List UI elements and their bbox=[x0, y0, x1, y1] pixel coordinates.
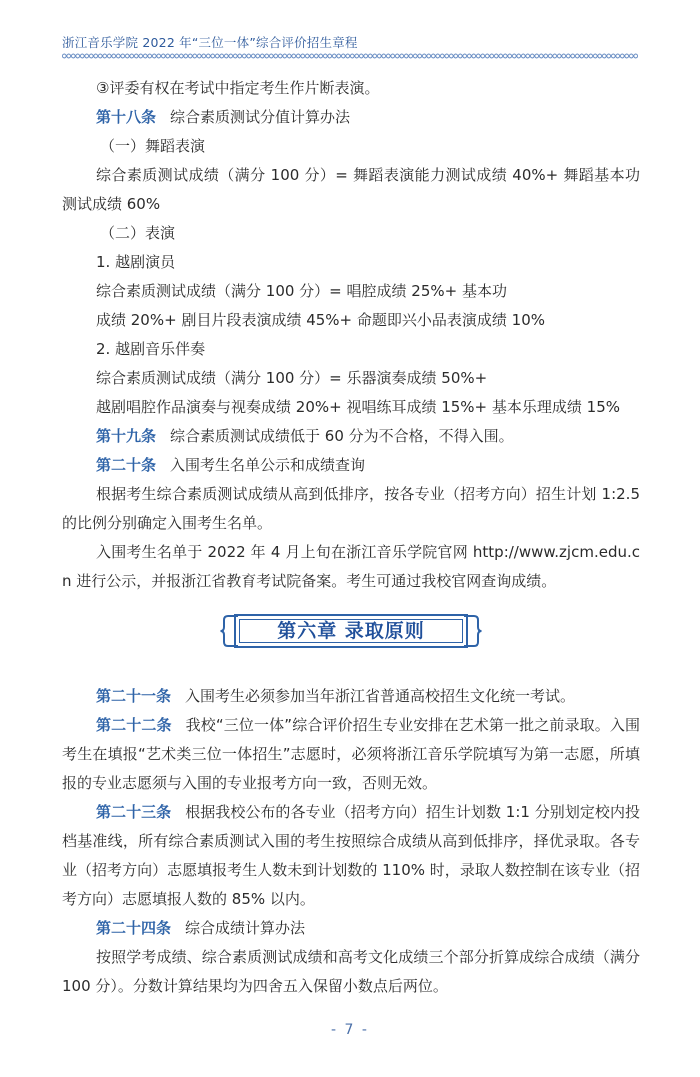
yueju-music-heading: 2. 越剧音乐伴奏 bbox=[96, 340, 206, 358]
actor-formula-line-1: 综合素质测试成绩（满分 100 分）= 唱腔成绩 25%+ 基本功 bbox=[96, 282, 507, 300]
header-decorative-rule bbox=[62, 52, 638, 60]
article-19 bbox=[62, 422, 640, 451]
article-title: 综合素质测试分值计算办法 bbox=[170, 108, 351, 126]
article-24 bbox=[62, 914, 640, 943]
page-number: - 7 - bbox=[331, 1022, 369, 1038]
music-formula-line-1: 综合素质测试成绩（满分 100 分）= 乐器演奏成绩 50%+ bbox=[96, 369, 488, 387]
running-header: 浙江音乐学院 2022 年“三位一体”综合评价招生章程 bbox=[62, 35, 358, 50]
article-text: 综合素质测试成绩低于 60 分为不合格，不得入围。 bbox=[170, 427, 514, 445]
article-number: 第十八条 bbox=[96, 108, 157, 126]
article-24-paragraph-1: 按照学考成绩、综合素质测试成绩和高考文化成绩三个部分折算成综合成绩（满分 100 分）。分数计算结果均为四舍五入保留小数点后两位。 bbox=[62, 948, 640, 995]
right-bracket-ornament-icon bbox=[462, 614, 482, 648]
article-number: 第十九条 bbox=[96, 427, 157, 445]
chapter-title: 第六章 录取原则 bbox=[277, 619, 425, 642]
article-20 bbox=[62, 451, 640, 480]
article-title: 综合成绩计算办法 bbox=[185, 919, 306, 937]
yueju-actor-heading: 1. 越剧演员 bbox=[96, 253, 176, 271]
dance-formula: 综合素质测试成绩（满分 100 分）= 舞蹈表演能力测试成绩 40%+ 舞蹈基本功测试成绩 60% bbox=[62, 166, 640, 213]
music-formula-line-2: 越剧唱腔作品演奏与视奏成绩 20%+ 视唱练耳成绩 15%+ 基本乐理成绩 15% bbox=[96, 398, 620, 416]
paragraph-evaluator-note: ③评委有权在考试中指定考生作片断表演。 bbox=[96, 79, 380, 97]
dance-heading: （一）舞蹈表演 bbox=[100, 137, 206, 155]
article-23 bbox=[62, 798, 640, 914]
perform-heading: （二）表演 bbox=[100, 224, 176, 242]
article-20-paragraph-1: 根据考生综合素质测试成绩从高到低排序，按各专业（招考方向）招生计划 1:2.5 的比例分别确定入围考生名单。 bbox=[62, 485, 640, 532]
actor-formula-line-2: 成绩 20%+ 剧目片段表演成绩 45%+ 命题即兴小品表演成绩 10% bbox=[96, 311, 545, 329]
chapter-title-box bbox=[234, 614, 468, 648]
article-number: 第二十四条 bbox=[96, 919, 172, 937]
chapter-heading-block bbox=[62, 610, 640, 670]
article-text: 我校“三位一体”综合评价招生专业安排在艺术第一批之前录取。入围考生在填报“艺术类三位一体招生”志愿时，必须将浙江音乐学院填写为第一志愿，所填报的专业志愿须与入围的专业报考方向一致，否则无效。 bbox=[62, 716, 640, 792]
article-text: 入围考生必须参加当年浙江省普通高校招生文化统一考试。 bbox=[185, 687, 576, 705]
article-number: 第二十一条 bbox=[96, 687, 172, 705]
article-number: 第二十条 bbox=[96, 456, 157, 474]
article-18 bbox=[62, 103, 640, 132]
article-22 bbox=[62, 711, 640, 798]
article-20-paragraph-2: 入围考生名单于 2022 年 4 月上旬在浙江音乐学院官网 http://www.zjcm.edu.cn 进行公示，并报浙江省教育考试院备案。考生可通过我校官网查询成绩。 bbox=[62, 543, 640, 590]
article-21 bbox=[62, 682, 640, 711]
article-title: 入围考生名单公示和成绩查询 bbox=[170, 456, 366, 474]
article-number: 第二十二条 bbox=[96, 716, 172, 734]
article-number: 第二十三条 bbox=[96, 803, 172, 821]
page-content bbox=[62, 74, 640, 1001]
article-text: 根据我校公布的各专业（招考方向）招生计划数 1:1 分别划定校内投档基准线，所有综合素质测试入围的考生按照综合成绩从高到低排序，择优录取。各专业（招考方向）志愿填报考生人数未到计划数的 110% 时，录取人数控制在该专业（招考方向）志愿填报人数的 85% 以内。 bbox=[62, 803, 640, 908]
